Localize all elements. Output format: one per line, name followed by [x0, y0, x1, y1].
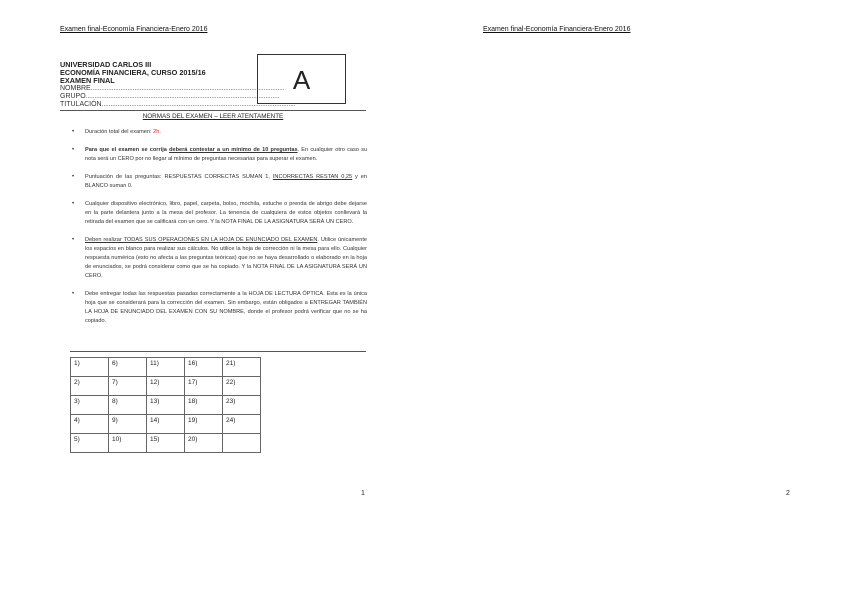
group-field[interactable] — [60, 93, 280, 101]
answer-cell[interactable] — [223, 434, 261, 453]
answer-cell[interactable]: 3) — [71, 396, 109, 415]
name-field[interactable] — [60, 85, 285, 93]
running-header: Examen final-Economía Financiera-Enero 2016 — [483, 26, 631, 33]
answer-cell[interactable]: 1) — [71, 358, 109, 377]
rules-list — [72, 128, 367, 326]
exam-version-box — [257, 54, 346, 104]
divider — [60, 110, 366, 111]
degree-line: ............................................................................................................... — [101, 101, 296, 108]
answer-cell[interactable]: 15) — [147, 434, 185, 453]
answer-cell[interactable]: 10) — [109, 434, 147, 453]
page-number: 2 — [786, 490, 790, 497]
answer-cell[interactable]: 4) — [71, 415, 109, 434]
answer-cell[interactable]: 5) — [71, 434, 109, 453]
answer-cell[interactable]: 2) — [71, 377, 109, 396]
name-label: NOMBRE — [60, 85, 91, 92]
rule-minimum-questions: • Para que el examen se corrija deberá contestar a un mínimo de 10 preguntas. En cualquier otro caso su nota será un CERO por no llegar al mínimo de preguntas necesarias para superar el examen. — [72, 146, 367, 164]
degree-label: TITULACIÓN — [60, 101, 102, 108]
answer-grid — [70, 357, 261, 453]
divider — [70, 351, 366, 352]
answer-cell[interactable]: 13) — [147, 396, 185, 415]
answer-cell[interactable]: 22) — [223, 377, 261, 396]
page-2 — [424, 0, 848, 599]
university-name: UNIVERSIDAD CARLOS III — [60, 60, 152, 69]
rules-heading: NORMAS DEL EXAMEN – LEER ATENTAMENTE — [142, 113, 284, 120]
course-name: ECONOMÍA FINANCIERA, CURSO 2015/16 — [60, 68, 206, 77]
group-label: GRUPO — [60, 93, 86, 100]
answer-grid-row — [71, 434, 261, 453]
page-number: 1 — [361, 490, 365, 497]
exam-title-block — [60, 61, 206, 85]
degree-field[interactable] — [60, 101, 296, 109]
answer-cell[interactable]: 9) — [109, 415, 147, 434]
answer-cell[interactable]: 14) — [147, 415, 185, 434]
rule-answer-sheet: • Debe entregar todas las respuestas pasadas correctamente a la HOJA DE LECTURA ÓPTICA. Esta es la única hoja que se considerará para la corrección del examen. Sin embargo, están obligados a ENTREGAR TAMBIÉN LA HOJA DE ENUNCIADO DEL EXAMEN CON SU NOMBRE, donde el profesor podrá verificar que no se ha copiado. — [72, 290, 367, 326]
answer-cell[interactable]: 8) — [109, 396, 147, 415]
answer-cell[interactable]: 6) — [109, 358, 147, 377]
rule-operations: • Deben realizar TODAS SUS OPERACIONES EN LA HOJA DE ENUNCIADO DEL EXAMEN. Utilice únicamente los espacios en blanco para realizar sus cálculos. No utilice la hoja de corrección ni la mesa para ello. Cualquier respuesta numérica (esto no afecta a las preguntas teóricas) que no se haya desarrollado o elaborado en la hoja de enunciados, se podrá considerar como que se ha copiado. Y la NOTA FINAL DE LA ASIGNATURA SERÁ UN CERO. — [72, 236, 367, 281]
running-header: Examen final-Economía Financiera-Enero 2016 — [60, 26, 208, 33]
answer-cell[interactable]: 11) — [147, 358, 185, 377]
answer-cell[interactable]: 23) — [223, 396, 261, 415]
name-line: ............................................................................................................... — [90, 85, 285, 92]
answer-cell[interactable]: 19) — [185, 415, 223, 434]
rule-scoring: • Puntuación de las preguntas: RESPUESTAS CORRECTAS SUMAN 1, INCORRECTAS RESTAN 0,25 y en BLANCO suman 0. — [72, 173, 367, 191]
answer-grid-row — [71, 358, 261, 377]
answer-cell[interactable]: 20) — [185, 434, 223, 453]
duration-value: 2h. — [153, 129, 161, 135]
answer-cell[interactable]: 18) — [185, 396, 223, 415]
answer-cell[interactable]: 21) — [223, 358, 261, 377]
answer-cell[interactable]: 12) — [147, 377, 185, 396]
answer-cell[interactable]: 24) — [223, 415, 261, 434]
exam-type: EXAMEN FINAL — [60, 76, 115, 85]
rule-duration: • Duración total del examen: 2h. — [72, 128, 367, 137]
group-line: ............................................................................................................... — [85, 93, 280, 100]
answer-cell[interactable]: 17) — [185, 377, 223, 396]
exam-version-letter: A — [292, 65, 311, 95]
answer-cell[interactable]: 7) — [109, 377, 147, 396]
answer-grid-row — [71, 415, 261, 434]
answer-grid-row — [71, 396, 261, 415]
answer-grid-row — [71, 377, 261, 396]
answer-cell[interactable]: 16) — [185, 358, 223, 377]
rule-devices: • Cualquier dispositivo electrónico, libro, papel, carpeta, bolso, mochila, estuche o prenda de abrigo debe dejarse en la parte delantera junto a la mesa del profesor. La tenencia de cualquiera de estos objetos conllevará la retirada del examen que se calificará con un cero. Y la NOTA FINAL DE LA ASIGNATURA SERÁ UN CERO. — [72, 200, 367, 227]
